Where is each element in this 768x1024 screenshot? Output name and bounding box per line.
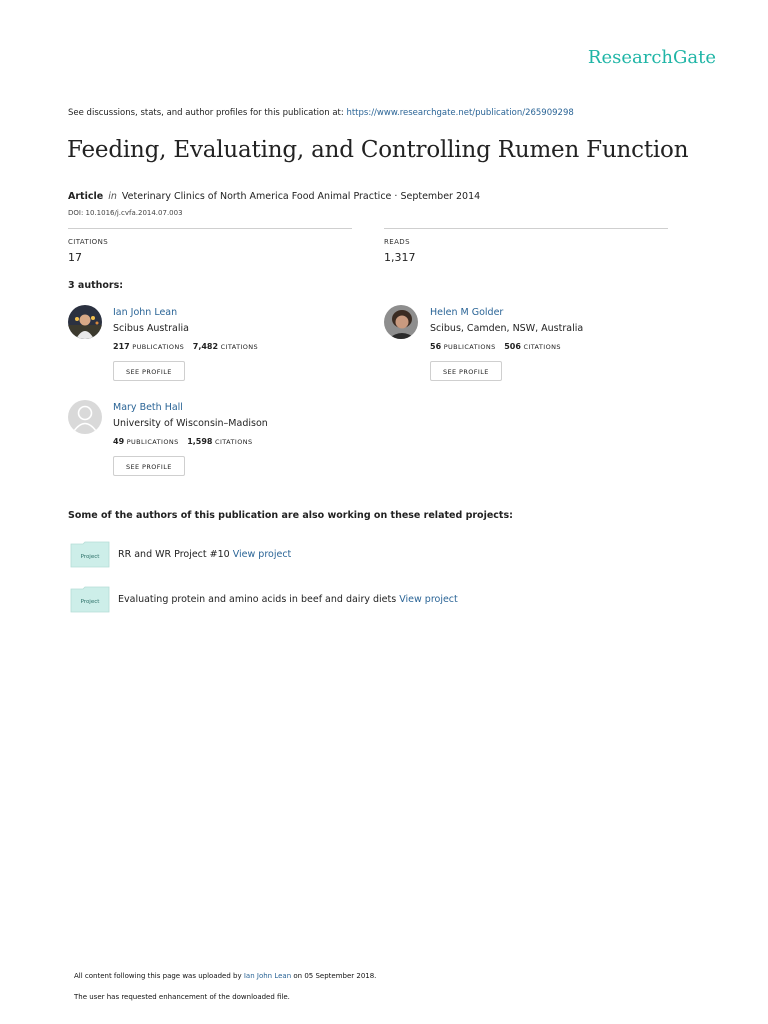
upload-notice: [74, 972, 376, 980]
author-stats: [430, 342, 567, 351]
citations-count: 506: [504, 342, 521, 351]
author-photo-icon: [68, 305, 102, 339]
avatar[interactable]: [68, 400, 102, 434]
journal-info: Veterinary Clinics of North America Food Animal Practice · September 2014: [121, 191, 481, 202]
see-profile-button[interactable]: SEE PROFILE: [430, 361, 502, 381]
publication-url-link[interactable]: https://www.researchgate.net/publication/265909298: [346, 108, 574, 118]
list-item: [118, 549, 291, 560]
uploader-link[interactable]: Ian John Lean: [243, 972, 292, 980]
author-photo-icon: [384, 305, 418, 339]
reads-value: 1,317: [384, 251, 416, 264]
view-project-link[interactable]: View project: [399, 594, 458, 605]
avatar[interactable]: [68, 305, 102, 339]
upload-prefix: All content following this page was uploaded by: [74, 972, 242, 980]
citations-count: 7,482: [192, 342, 219, 351]
author-stats: [113, 342, 264, 351]
avatar[interactable]: [384, 305, 418, 339]
author-name-link[interactable]: Mary Beth Hall: [113, 402, 183, 413]
page-title: Feeding, Evaluating, and Controlling Rumen Function: [67, 137, 689, 163]
project-icon-label: Project: [80, 599, 100, 605]
publications-label: PUBLICATIONS: [443, 343, 496, 351]
enhancement-notice: The user has requested enhancement of the downloaded file.: [74, 993, 290, 1001]
project-name: RR and WR Project #10: [118, 549, 230, 560]
project-folder-icon: [70, 540, 110, 568]
author-affiliation: Scibus, Camden, NSW, Australia: [430, 323, 584, 334]
researchgate-logo[interactable]: ResearchGate: [587, 47, 716, 68]
author-affiliation: University of Wisconsin–Madison: [113, 418, 268, 429]
project-folder-icon: [70, 585, 110, 613]
publications-count: 217: [113, 342, 130, 351]
citations-value: 17: [68, 251, 82, 264]
project-name: Evaluating protein and amino acids in beef and dairy diets: [118, 594, 397, 605]
publications-count: 56: [430, 342, 442, 351]
see-profile-button[interactable]: SEE PROFILE: [113, 361, 185, 381]
author-stats: [113, 437, 259, 446]
doi-text: DOI: 10.1016/j.cvfa.2014.07.003: [68, 209, 183, 217]
authors-heading: 3 authors:: [68, 280, 124, 291]
project-icon-label: Project: [80, 554, 100, 560]
projects-heading: Some of the authors of this publication are also working on these related projects:: [68, 510, 513, 521]
default-user-icon: [68, 400, 102, 434]
citations-label: CITATIONS: [68, 238, 109, 246]
publications-label: PUBLICATIONS: [132, 343, 185, 351]
publication-meta: [68, 191, 480, 202]
upload-suffix: on 05 September 2018.: [293, 972, 377, 980]
author-affiliation: Scibus Australia: [113, 323, 189, 334]
citations-label: CITATIONS: [215, 438, 253, 446]
author-name-link[interactable]: Helen M Golder: [430, 307, 504, 318]
publications-count: 49: [113, 437, 125, 446]
publication-type: Article: [68, 191, 104, 202]
divider-left: [68, 228, 352, 229]
list-item: [118, 594, 458, 605]
citations-label: CITATIONS: [523, 343, 561, 351]
view-project-link[interactable]: View project: [232, 549, 292, 560]
see-profile-button[interactable]: SEE PROFILE: [113, 456, 185, 476]
reads-label: READS: [384, 238, 410, 246]
discussions-line: [68, 108, 574, 118]
divider-right: [384, 228, 668, 229]
discussions-prefix: See discussions, stats, and author profiles for this publication at:: [68, 108, 344, 118]
author-name-link[interactable]: Ian John Lean: [113, 307, 178, 318]
citations-count: 1,598: [187, 437, 213, 446]
publications-label: PUBLICATIONS: [126, 438, 179, 446]
in-label: in: [108, 191, 117, 202]
citations-label: CITATIONS: [220, 343, 259, 351]
